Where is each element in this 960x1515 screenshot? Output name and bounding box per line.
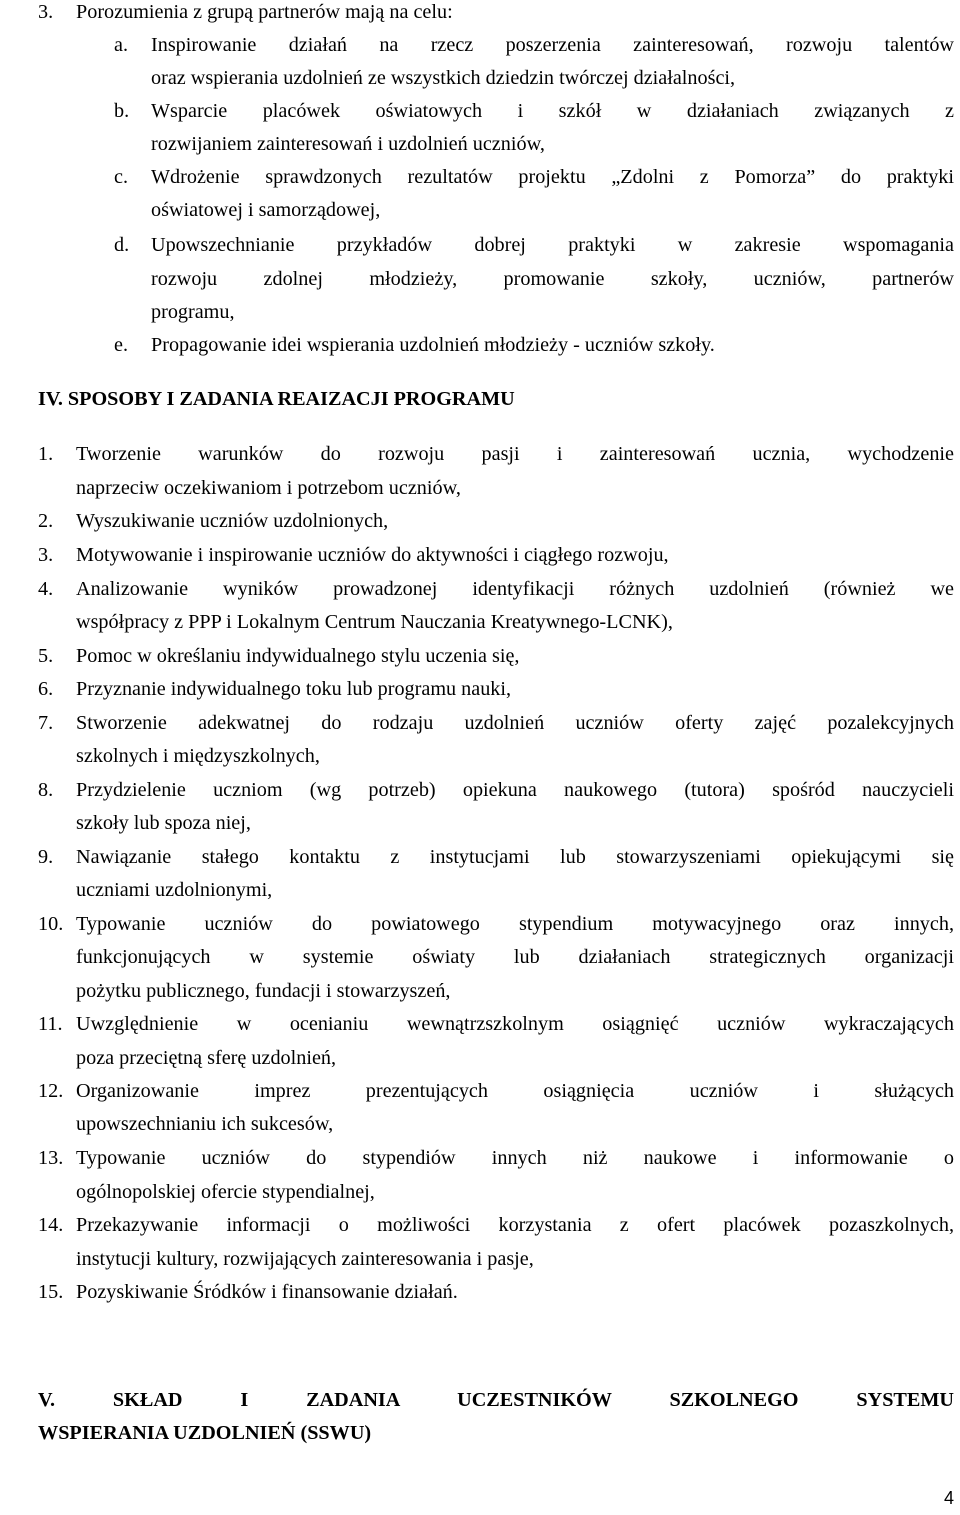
iv-item-1-line-1: Tworzenie warunków do rozwoju pasji i zainteresowań ucznia, wychodzenie (76, 443, 954, 465)
iv-item-15-number: 15. (38, 1281, 64, 1303)
iv-item-2-line-1: Wyszukiwanie uczniów uzdolnionych, (76, 510, 389, 532)
iv-item-14-number: 14. (38, 1214, 64, 1236)
iv-item-10-line-3: pożytku publicznego, fundacji i stowarzyszeń, (76, 980, 451, 1002)
item-c-line-2: oświatowej i samorządowej, (151, 199, 381, 221)
section-v-heading-line-2: WSPIERANIA UZDOLNIEŃ (SSWU) (38, 1422, 372, 1444)
item-b-line-2: rozwijaniem zainteresowań i uzdolnień uczniów, (151, 133, 545, 155)
item-d-line-2: rozwoju zdolnej młodzieży, promowanie szkoły, uczniów, partnerów (151, 268, 954, 290)
iv-item-3-number: 3. (38, 544, 54, 566)
iv-item-1-number: 1. (38, 443, 54, 465)
iv-item-13-line-2: ogólnopolskiej ofercie stypendialnej, (76, 1181, 375, 1203)
item-a-letter: a. (114, 34, 129, 56)
iv-item-8-number: 8. (38, 779, 54, 801)
iv-item-3-line-1: Motywowanie i inspirowanie uczniów do aktywności i ciągłego rozwoju, (76, 544, 669, 566)
item-e-letter: e. (114, 334, 129, 356)
iv-item-2-number: 2. (38, 510, 54, 532)
iv-item-7-line-1: Stworzenie adekwatnej do rodzaju uzdolnień uczniów oferty zajęć pozalekcyjnych (76, 712, 954, 734)
item-c-line-1: Wdrożenie sprawdzonych rezultatów projektu „Zdolni z Pomorza” do praktyki (151, 166, 954, 188)
iv-item-10-number: 10. (38, 913, 64, 935)
iv-item-8-line-2: szkoły lub spoza niej, (76, 812, 251, 834)
iv-item-13-number: 13. (38, 1147, 64, 1169)
iv-item-12-number: 12. (38, 1080, 64, 1102)
iv-item-11-line-2: poza przeciętną sferę uzdolnień, (76, 1047, 337, 1069)
section-3-intro: Porozumienia z grupą partnerów mają na celu: (76, 1, 453, 23)
iv-item-11-number: 11. (38, 1013, 63, 1035)
iv-item-11-line-1: Uwzględnienie w ocenianiu wewnątrzszkolnym osiągnięć uczniów wykraczających (76, 1013, 954, 1035)
iv-item-6-line-1: Przyznanie indywidualnego toku lub programu nauki, (76, 678, 512, 700)
iv-item-8-line-1: Przydzielenie uczniom (wg potrzeb) opiekuna naukowego (tutora) spośród nauczycieli (76, 779, 954, 801)
iv-item-7-number: 7. (38, 712, 54, 734)
iv-item-5-number: 5. (38, 645, 54, 667)
iv-item-14-line-2: instytucji kultury, rozwijających zainteresowania i pasje, (76, 1248, 534, 1270)
iv-item-9-line-1: Nawiązanie stałego kontaktu z instytucjami lub stowarzyszeniami opiekującymi się (76, 846, 954, 868)
iv-item-4-line-1: Analizowanie wyników prowadzonej identyfikacji różnych uzdolnień (również we (76, 578, 954, 600)
iv-item-6-number: 6. (38, 678, 54, 700)
iv-item-12-line-1: Organizowanie imprez prezentujących osiągnięcia uczniów i służących (76, 1080, 954, 1102)
iv-item-1-line-2: naprzeciw oczekiwaniom i potrzebom uczniów, (76, 477, 461, 499)
iv-item-7-line-2: szkolnych i międzyszkolnych, (76, 745, 320, 767)
item-d-letter: d. (114, 234, 130, 256)
item-b-letter: b. (114, 100, 130, 122)
item-d-line-3: programu, (151, 301, 235, 323)
item-a-line-2: oraz wspierania uzdolnień ze wszystkich dziedzin twórczej działalności, (151, 67, 736, 89)
iv-item-9-line-2: uczniami uzdolnionymi, (76, 879, 273, 901)
iv-item-14-line-1: Przekazywanie informacji o możliwości korzystania z ofert placówek pozaszkolnych, (76, 1214, 954, 1236)
iv-item-10-line-2: funkcjonujących w systemie oświaty lub działaniach strategicznych organizacji (76, 946, 954, 968)
iv-item-4-line-2: współpracy z PPP i Lokalnym Centrum Nauczania Kreatywnego-LCNK), (76, 611, 673, 633)
iv-item-4-number: 4. (38, 578, 54, 600)
iv-item-10-line-1: Typowanie uczniów do powiatowego stypendium motywacyjnego oraz innych, (76, 913, 954, 935)
item-e-line-1: Propagowanie idei wspierania uzdolnień młodzieży - uczniów szkoły. (151, 334, 715, 356)
iv-item-9-number: 9. (38, 846, 54, 868)
iv-item-15-line-1: Pozyskiwanie Śródków i finansowanie działań. (76, 1281, 458, 1303)
iv-item-13-line-1: Typowanie uczniów do stypendiów innych niż naukowe i informowanie o (76, 1147, 954, 1169)
item-d-line-1: Upowszechnianie przykładów dobrej praktyki w zakresie wspomagania (151, 234, 954, 256)
item-b-line-1: Wsparcie placówek oświatowych i szkół w działaniach związanych z (151, 100, 954, 122)
iv-item-12-line-2: upowszechnianiu ich sukcesów, (76, 1113, 334, 1135)
section-iv-heading: IV. SPOSOBY I ZADANIA REAIZACJI PROGRAMU (38, 388, 515, 410)
item-c-letter: c. (114, 166, 129, 188)
iv-item-5-line-1: Pomoc w określaniu indywidualnego stylu uczenia się, (76, 645, 520, 667)
section-3-number: 3. (38, 1, 54, 23)
page-number: 4 (943, 1488, 954, 1508)
item-a-line-1: Inspirowanie działań na rzecz poszerzenia zainteresowań, rozwoju talentów (151, 34, 954, 56)
section-v-heading-line-1: V. SKŁAD I ZADANIA UCZESTNIKÓW SZKOLNEGO SYSTEMU (38, 1389, 954, 1411)
